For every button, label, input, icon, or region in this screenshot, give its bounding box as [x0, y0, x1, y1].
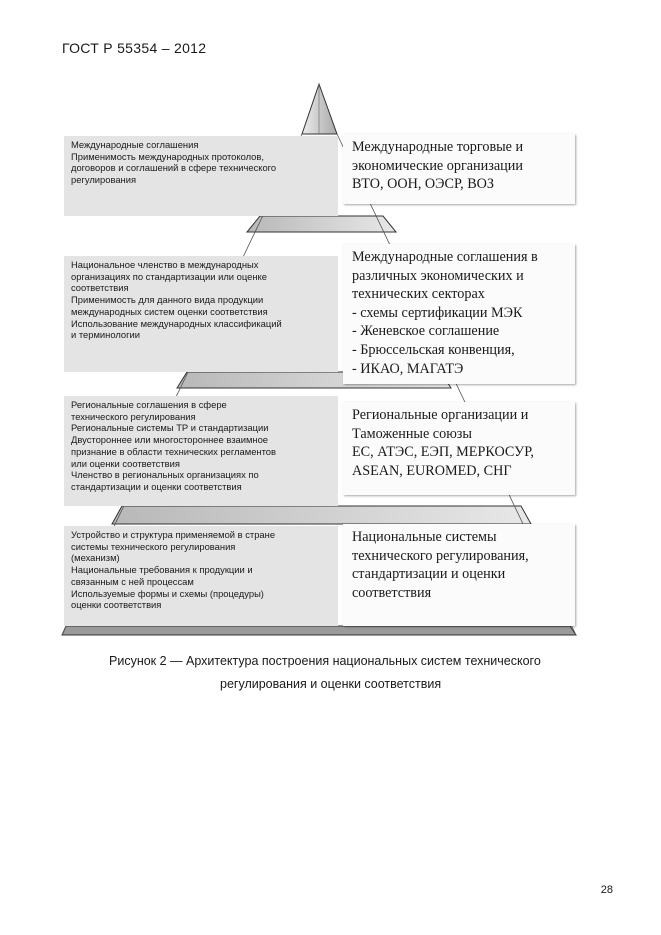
figure-caption-line-2: регулирования и оценки соответствия [220, 677, 442, 691]
pyramid-level-2-left [64, 256, 338, 372]
right-text-line: ЕС, АТЭС, ЕЭП, МЕРКОСУР, [352, 444, 534, 461]
right-text-line: - Брюссельская конвенция, [352, 341, 515, 358]
left-text-line: Устройство и структура применяемой в стране [71, 529, 276, 540]
right-text-line: Международные соглашения в [352, 249, 538, 265]
right-text-line: Национальные системы [352, 529, 497, 545]
left-text-line: организациях по стандартизации или оценке [71, 270, 267, 282]
left-text-line: оценки соответствия [71, 599, 162, 611]
pyramid-level-3-right [343, 402, 575, 495]
right-text-line: ASEAN, EUROMED, СНГ [352, 462, 512, 479]
left-text-line: признание в области технических регламентов [71, 445, 276, 457]
pyramid-level-1-left [64, 136, 338, 216]
left-text-line: Международные соглашения [71, 139, 199, 150]
right-text-line: - схемы сертификации МЭК [352, 304, 523, 321]
right-text-line: - ИКАО, МАГАТЭ [352, 360, 464, 377]
pyramid-tier-3 [112, 506, 531, 524]
right-text-line: Таможенные союзы [352, 425, 472, 442]
pyramid-level-3-left [64, 396, 338, 506]
left-text-line: Используемые формы и схемы (процедуры) [71, 587, 264, 599]
right-text-line: Международные торговые и [352, 139, 524, 155]
left-text-line: соответствия [71, 282, 129, 294]
right-text-line: соответствия [352, 584, 432, 601]
left-text-line: стандартизации и оценки соответствия [71, 480, 242, 492]
pyramid-base [62, 626, 576, 635]
left-text-line: системы технического регулирования [71, 540, 236, 552]
page-number: 28 [600, 884, 613, 896]
pyramid-level-2-right [343, 244, 575, 384]
right-text-line: - Женевское соглашение [352, 323, 500, 340]
left-text-line: Использование международных классификаций [71, 317, 282, 329]
right-text-line: стандартизации и оценки [352, 566, 506, 583]
pyramid-tier-1 [247, 216, 396, 232]
document-header: ГОСТ Р 55354 – 2012 [62, 40, 207, 56]
right-text-line: различных экономических и [352, 267, 524, 284]
left-text-line: Применимость для данного вида продукции [71, 294, 264, 306]
left-text-line: технического регулирования [71, 410, 196, 422]
right-text-line: экономические организации [352, 157, 523, 174]
left-text-line: Региональные соглашения в сфере [71, 399, 227, 410]
left-text-line: Двустороннее или многостороннее взаимное [71, 434, 269, 446]
pyramid-level-4-left [64, 526, 338, 626]
left-text-line: Национальные требования к продукции и [71, 564, 253, 576]
left-text-line: Применимость международных протоколов, [71, 150, 264, 162]
right-text-line: технических секторах [352, 286, 485, 303]
left-text-line: Национальное членство в международных [71, 259, 259, 270]
left-text-line: регулирования [71, 174, 137, 186]
left-text-line: или оценки соответствия [71, 457, 180, 469]
right-text-line: технического регулирования, [352, 547, 529, 564]
pyramid-apex [302, 84, 337, 134]
left-text-line: связанным с ней процессам [71, 575, 194, 587]
pyramid-level-1-right [343, 134, 575, 204]
right-text-line: Региональные организации и [352, 407, 529, 423]
left-text-line: Членство в региональных организациях по [71, 469, 259, 481]
left-text-line: международных систем оценки соответствия [71, 305, 268, 317]
figure-caption-line-1: Рисунок 2 — Архитектура построения национальных систем технического [109, 654, 541, 668]
left-text-line: Региональные системы ТР и стандартизации [71, 422, 269, 434]
left-text-line: (механизм) [71, 552, 120, 564]
left-text-line: и терминологии [71, 329, 141, 341]
left-text-line: договоров и соглашений в сфере технического [71, 162, 277, 174]
pyramid-level-4-right [343, 524, 575, 626]
right-text-line: ВТО, ООН, ОЭСР, ВОЗ [352, 176, 495, 193]
